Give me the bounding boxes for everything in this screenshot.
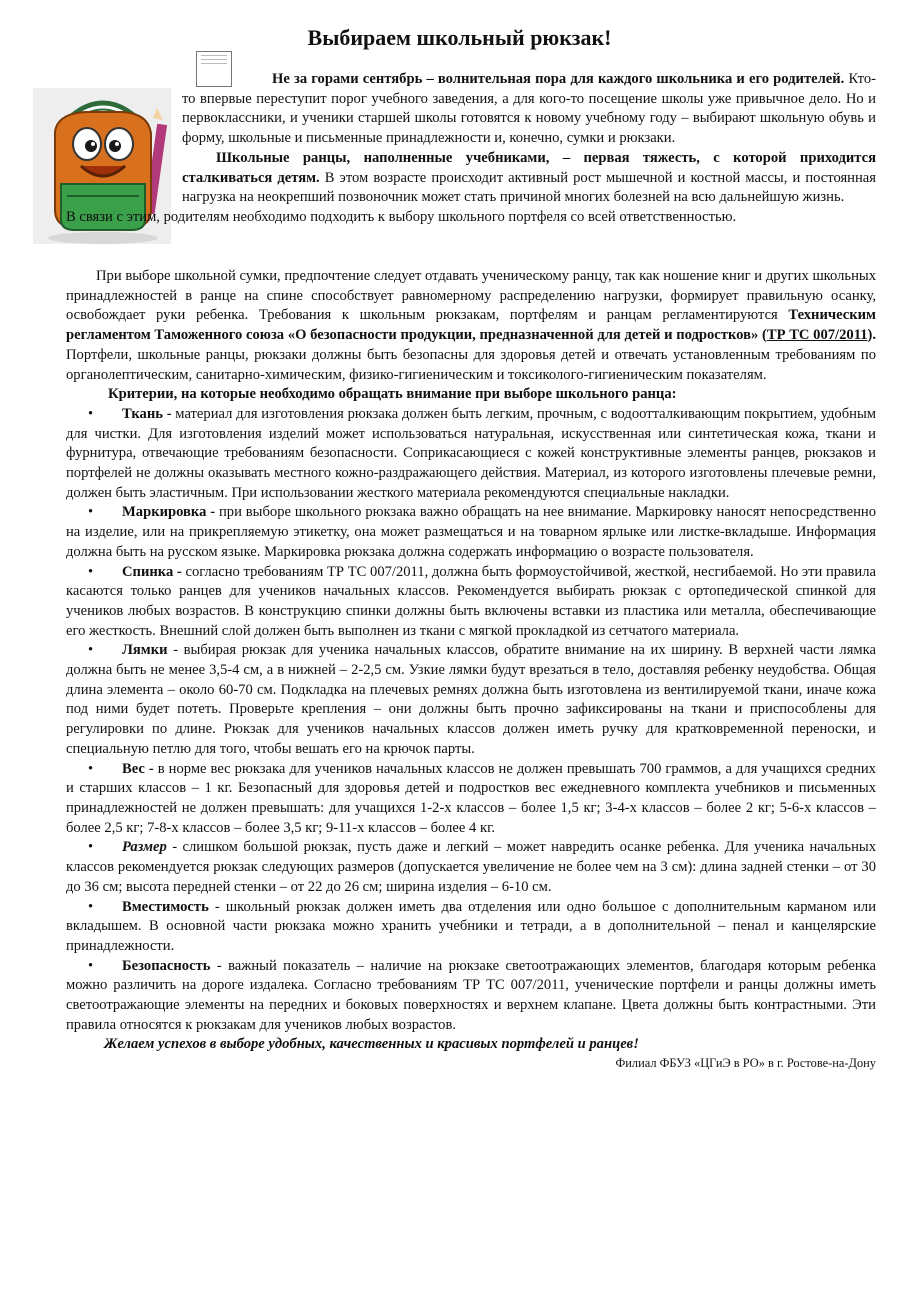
bullet-icon: • [88, 898, 94, 915]
bullet-icon: • [88, 957, 94, 974]
bullet-icon: • [88, 642, 94, 659]
criteria-text: в норме вес рюкзака для учеников начальных классов не должен превышать 700 граммов, а для учащихся средних и старших классов – 1 кг. Безопасный для здоровья детей и подростков вес ежедневного комплекта учебников и письменных принадлежностей не должен превышать: для учащихся 1-2-х классов – более 1,5 кг; 3-4-х классов – более 2 кг; 5-6-х классов – более 2,5 кг; 7-8-х классов – более 3,5 кг; 9-11-х классов – более 4 кг. [66, 760, 876, 836]
criteria-term: Размер [122, 839, 167, 856]
criteria-list [66, 405, 876, 1036]
body-p3-bold: Техническим регламентом Таможенного союза «О безопасности продукции, предназначенной для детей и подростков» ( [66, 307, 876, 344]
body-p3-text2: Портфели, школьные ранцы, рюкзаки должны быть безопасны для здоровья детей и отвечать установленным требованиям по органолептическим, санитарно-химическим, физико-гигиеническим и токсиколого-гигиеническим показателям. [66, 346, 876, 383]
closing-wish: Желаем успехов в выборе удобных, качественных и красивых портфелей и ранцев! [104, 1036, 639, 1053]
criteria-term: Лямки [122, 642, 168, 659]
bullet-icon: • [88, 504, 94, 521]
criteria-item [66, 898, 876, 957]
body-p3-bold-end: ). [867, 327, 877, 344]
regulation-link[interactable]: ТР ТС 007/2011 [766, 327, 868, 344]
bullet-icon: • [88, 405, 94, 422]
criteria-item [66, 957, 876, 1036]
intro-p2-bold: Школьные ранцы, наполненные учебниками, – первая тяжесть, с которой приходится сталкиваться детям. [182, 149, 876, 186]
page-title: Выбираем школьный рюкзак! [307, 25, 612, 50]
intro-p1-text: Кто-то впервые переступит порог учебного заведения, а для кого-то посещение школы уже привычное дело. Но и первоклассники, и ученики старшей школы готовятся к новому учебному году – выбирают школьную обувь и форму, школьные и письменные принадлежности и, конечно, сумки и рюкзаки. [182, 71, 876, 147]
criteria-item [66, 641, 876, 759]
criteria-term: Ткань - [122, 405, 172, 422]
criteria-text: - важный показатель – наличие на рюкзаке светоотражающих элементов, благодаря которым ребенка можно различить на дороге издалека. Согласно требованиям ТР ТС 007/2011, ученические портфели и ранцы должны иметь светоотражающие элементы на передних и боковых поверхностях и верхнем клапане. Цвета должны быть контрастными. Эти правила относятся к рюкзакам для учеников любых возрастов. [66, 957, 876, 1033]
bullet-icon: • [88, 839, 94, 856]
intro-p1-bold: Не за горами сентябрь – волнительная пора для каждого школьника и его родителей. [272, 71, 845, 87]
criteria-term: Вес - [122, 760, 154, 777]
criteria-text: согласно требованиям ТР ТС 007/2011, должна быть формоустойчивой, жесткой, несгибаемой. Но эти правила касаются только ранцев для учеников начальных классов. Рекомендуется выбирать рюкзак с ортопедической спинкой для учеников любых возрастов. В конструкцию спинки должны быть включены вставки из пластика или металла, обеспечивающие его жесткость. Внешний слой должен быть выполнен из ткани с мягкой прокладкой из сетчатого материала. [66, 563, 876, 639]
criteria-term: Безопасность [122, 957, 211, 974]
bullet-icon: • [88, 563, 94, 580]
criteria-text: - слишком большой рюкзак, пусть даже и легкий – может навредить осанке ребенка. Для ученика начальных классов рекомендуется рюкзак следующих размеров (допускается увеличение не более чем на 3 см): длина задней стенки – от 30 до 36 см; высота передней стенки – от 22 до 26 см; ширина изделия – 6-10 см. [66, 839, 876, 895]
main-text [66, 267, 876, 1071]
body-paragraph-3 [66, 267, 876, 385]
criteria-item [66, 563, 876, 642]
criteria-term: Вместимость [122, 898, 209, 915]
criteria-term: Маркировка - [122, 504, 216, 521]
criteria-text: - выбирая рюкзак для ученика начальных классов, обратите внимание на их ширину. В верхней части лямка должна быть не менее 3,5-4 см, а в нижней – 2-2,5 см. Узкие лямки будут врезаться в тело, доставляя ребенку неудобства. Общая длина элемента – около 60-70 см. Подкладка на плечевых ремнях должна быть изготовлена из вентилируемой ткани, иначе кожа под ними будет потеть. Проверьте крепления – они должны быть прочно зафиксированы на ткани и приспособлены для регулировки по длине. Рюкзак для учеников начальных классов должен иметь ручку для кратковременной переноски, и специальную петлю для того, чтобы вешать его на крючок парты. [66, 642, 876, 757]
signature: Филиал ФБУЗ «ЦГиЭ в РО» в г. Ростове-на-Дону [615, 1056, 876, 1071]
criteria-item [66, 405, 876, 504]
intro-paragraph-2 [182, 149, 876, 208]
bullet-icon: • [88, 760, 94, 777]
criteria-item [66, 838, 876, 897]
intro-paragraph-1 [182, 70, 876, 149]
body-p3-text1: При выборе школьной сумки, предпочтение следует отдавать ученическому ранцу, так как ношение книг и других школьных принадлежностей в ранце на спине способствует равномерному распределению нагрузки, формирует правильную осанку, освобождает руки ребенка. Требования к школьным рюкзакам, портфелям и ранцам регламентируются [66, 268, 876, 324]
criteria-text: материал для изготовления рюкзака должен быть легким, прочным, с водоотталкивающим покрытием, удобным для чистки. Для изготовления изделий может использоваться натуральная, искусственная или синтетическая кожа, ткани и фурнитура, отвечающие требованиям безопасности. Соприкасающиеся с кожей конструктивные элементы ранцев, рюкзаков и портфелей не должны оказывать местного кожно-раздражающего действия. Материал, из которого изготовлены плечевые ремни, должен быть эластичным. При использовании жесткого материала рекомендуются специальные накладки. [66, 405, 876, 501]
criteria-text: при выборе школьного рюкзака важно обращать на нее внимание. Маркировку наносят непосредственно на изделие, или на прикрепляемую этикетку, она может размещаться и на товарном ярлыке или листке-вкладыше. Информация должна быть на русском языке. Маркировка рюкзака должна содержать информацию о возрасте пользователя. [66, 504, 876, 560]
criteria-item [66, 503, 876, 562]
intro-paragraph-2-tail: В связи с этим, родителям необходимо подходить к выбору школьного портфеля со всей ответственностью. [66, 208, 737, 225]
criteria-term: Спинка - [122, 563, 182, 580]
intro-p2-text: В этом возрасте происходит активный рост мышечной и костной массы, и постоянная нагрузка на неокрепший позвоночник может стать причиной многих болезней на всю дальнейшую жизнь. [182, 169, 876, 206]
criteria-item [66, 760, 876, 839]
intro-section [66, 70, 876, 228]
criteria-text: - школьный рюкзак должен иметь два отделения или одно большое с дополнительным карманом или вкладышем. В основной части рюкзака можно хранить учебники и тетради, а в дополнительной – пенал и канцелярские принадлежности. [66, 898, 876, 954]
criteria-heading: Критерии, на которые необходимо обращать внимание при выборе школьного ранца: [108, 386, 677, 403]
